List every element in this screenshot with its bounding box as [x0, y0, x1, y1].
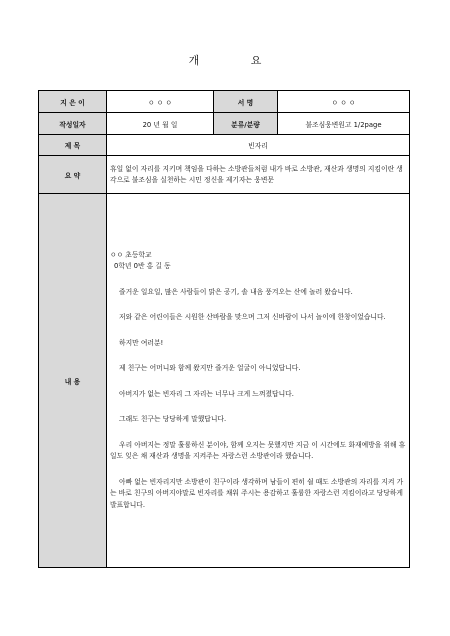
content-body: [107, 194, 410, 568]
author-label: 지 은 이: [39, 91, 107, 113]
speech-paragraph: 저와 같은 어린이들은 시원한 산바람을 맞으며 그저 신바람이 나서 놀이에 한창이었습니다.: [119, 313, 386, 322]
content-label: 내 용: [39, 194, 107, 568]
speech-paragraph: 그래도 친구는 당당하게 말했답니다.: [119, 415, 227, 424]
category-value: 불조심웅변원고 1/2page: [278, 113, 410, 135]
speech-paragraph: 우리 아버지는 정말 훌륭하신 분이야, 함께 오지는 못했지만 지금 이 시간에도 화재예방을 위해 휴일도 잊은 채 재산과 생명을 지켜주는 자랑스런 소방관이라 했습니다.: [110, 440, 406, 461]
date-value: 20 년 월 일: [107, 113, 214, 135]
student-name: 0학년 0반 홍 길 동: [114, 262, 171, 271]
speech-paragraph: 하지만 여러분!: [119, 338, 164, 347]
subject-value: 빈자리: [107, 135, 410, 156]
content-row: [39, 194, 410, 568]
speech-paragraph: 제 친구는 어머니와 함께 왔지만 즐거운 얼굴이 아니었답니다.: [119, 364, 301, 373]
speech-paragraph: 아버지가 없는 빈자리 그 자리는 너무나 크게 느껴졌답니다.: [119, 389, 294, 398]
subject-label: 제 목: [39, 135, 107, 156]
speech-paragraph: 즐거운 일요일, 많은 사람들이 맑은 공기, 솔 내음 풍겨오는 산에 놀러 왔습니다.: [119, 287, 353, 296]
summary-value: 휴일 없이 자리를 지키며 책임을 다하는 소방관들처럼 내가 바로 소방관, 재산과 생명의 지킴이란 생각으로 불조심을 실천하는 시민 정신을 제기자는 웅변문: [107, 156, 410, 194]
school-name: ㅇㅇ 초등학교: [110, 250, 152, 259]
category-label: 분류/분량: [214, 113, 278, 135]
date-row: [39, 113, 410, 135]
summary-row: [39, 156, 410, 194]
date-label: 작성일자: [39, 113, 107, 135]
document-title: 개 요: [188, 54, 286, 67]
speech-paragraph: 아빠 없는 빈자리지만 소방관이 친구이라 생각하며 남들이 편히 쉴 때도 소방관의 자리를 지켜 가는 바로 친구의 아버지야말로 빈자리를 채워 주시는 용감하고 훌륭한 자랑스런 지킴이라고 당당하게 발표합니다.: [110, 477, 404, 509]
summary-label: 요 약: [39, 156, 107, 194]
signature-value: ㅇ ㅇ ㅇ: [278, 91, 410, 113]
overview-form: [38, 90, 410, 568]
subject-row: [39, 135, 410, 156]
author-row: [39, 91, 410, 113]
author-value: ㅇ ㅇ ㅇ: [107, 91, 214, 113]
signature-label: 서 명: [214, 91, 278, 113]
